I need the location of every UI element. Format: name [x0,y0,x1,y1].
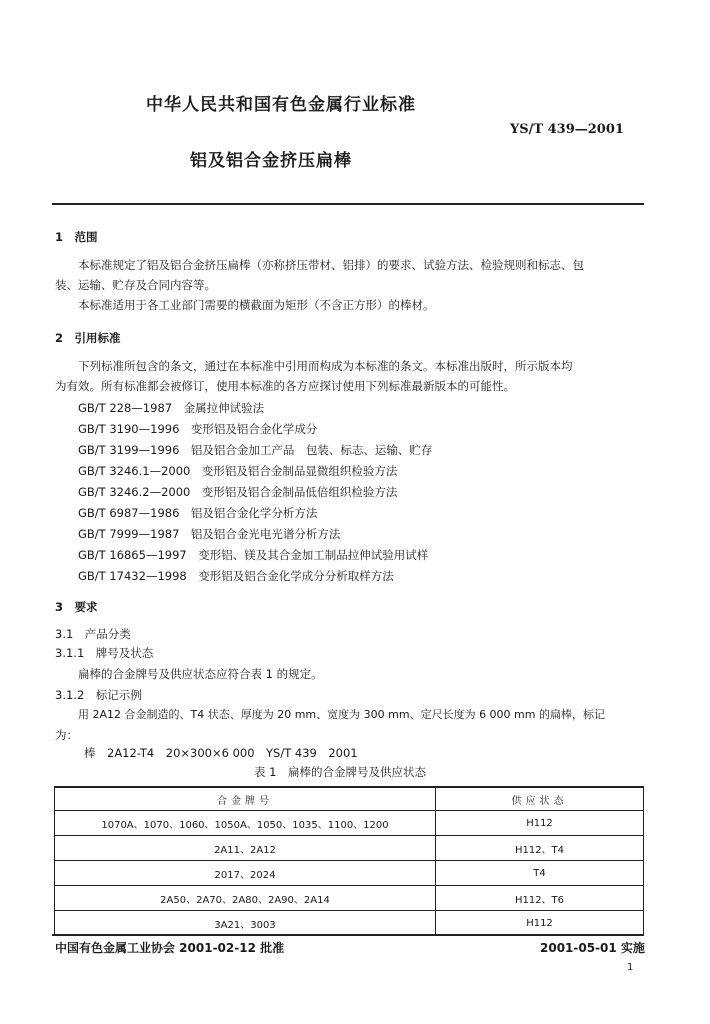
reference-item: GB/T 16865—1997 变形铝、镁及其合金加工制品拉伸试验用试样 [78,548,429,562]
table-caption: 表 1 扁棒的合金牌号及供应状态 [254,765,426,779]
subsection-3-1-1-text: 扁棒的合金牌号及供应状态应符合表 1 的规定。 [78,667,323,681]
section-3-heading: 3 要求 [55,600,98,614]
section-2-intro-line-2: 为有效。所有标准都会被修订，使用本标准的各方应探讨使用下列标准最新版本的可能性。 [55,379,515,393]
reference-item: GB/T 3190—1996 变形铝及铝合金化学成分 [78,422,318,436]
section-1-paragraph-1-line-2: 装、运输、贮存及合同内容等。 [55,278,216,292]
organization-header: 中华人民共和国有色金属行业标准 [146,95,416,115]
example-line-1: 用 2A12 合金制造的、T4 状态、厚度为 20 mm、宽度为 300 mm、定尺长度为 6 000 mm 的扁棒，标记 [78,708,605,721]
subsection-3-1-1: 3.1.1 牌号及状态 [55,646,154,660]
alloy-table [54,786,644,936]
section-2-heading: 2 引用标准 [55,331,121,345]
subsection-3-1: 3.1 产品分类 [55,627,131,641]
table-row [55,886,644,911]
section-1-paragraph-2: 本标准适用于各工业部门需要的横截面为矩形（不含正方形）的棒材。 [78,298,435,312]
column-header-alloy: 合金牌号 [55,787,436,811]
document-title: 铝及铝合金挤压扁棒 [190,151,352,171]
state-cell: H112、T6 [436,886,644,911]
column-header-state: 供应状态 [436,787,644,811]
table-row [55,836,644,861]
alloy-cell: 2017、2024 [55,861,436,886]
marking-example: 棒 2A12-T4 20×300×6 000 YS/T 439 2001 [84,746,358,760]
reference-item: GB/T 3246.1—2000 变形铝及铝合金制品显微组织检验方法 [78,464,398,478]
reference-item: GB/T 7999—1987 铝及铝合金光电光谱分析方法 [78,527,341,541]
alloy-cell: 1070A、1070、1060、1050A、1050、1035、1100、1200 [55,811,436,836]
state-cell: T4 [436,861,644,886]
reference-item: GB/T 228—1987 金属拉伸试验法 [78,401,265,415]
section-1-paragraph-1-line-1: 本标准规定了铝及铝合金挤压扁棒（亦称挤压带材、铝排）的要求、试验方法、检验规则和标志、包 [78,258,584,272]
table-row [55,911,644,936]
reference-item: GB/T 3199—1996 铝及铝合金加工产品 包装、标志、运输、贮存 [78,443,433,457]
state-cell: H112、T4 [436,836,644,861]
example-line-2: 为： [55,728,78,742]
alloy-cell: 2A11、2A12 [55,836,436,861]
table-row [55,811,644,836]
state-cell: H112 [436,911,644,936]
table-row [55,861,644,886]
reference-item: GB/T 3246.2—2000 变形铝及铝合金制品低倍组织检验方法 [78,485,398,499]
alloy-cell: 3A21、3003 [55,911,436,936]
footer-rule [52,934,644,936]
header-rule [52,203,644,205]
section-2-intro-line-1: 下列标准所包含的条文，通过在本标准中引用而构成为本标准的条文。本标准出版时，所示版本均 [78,359,573,373]
standard-code: YS/T 439—2001 [510,122,624,137]
subsection-3-1-2: 3.1.2 标记示例 [55,688,142,702]
state-cell: H112 [436,811,644,836]
reference-item: GB/T 17432—1998 变形铝及铝合金化学成分分析取样方法 [78,569,394,583]
section-1-heading: 1 范围 [55,230,98,244]
reference-item: GB/T 6987—1986 铝及铝合金化学分析方法 [78,506,318,520]
implementation-note: 2001-05-01 实施 [540,941,645,955]
alloy-cell: 2A50、2A70、2A80、2A90、2A14 [55,886,436,911]
page-number: 1 [627,962,634,973]
table-header-row [55,787,644,811]
approval-note: 中国有色金属工业协会 2001-02-12 批准 [55,941,285,955]
